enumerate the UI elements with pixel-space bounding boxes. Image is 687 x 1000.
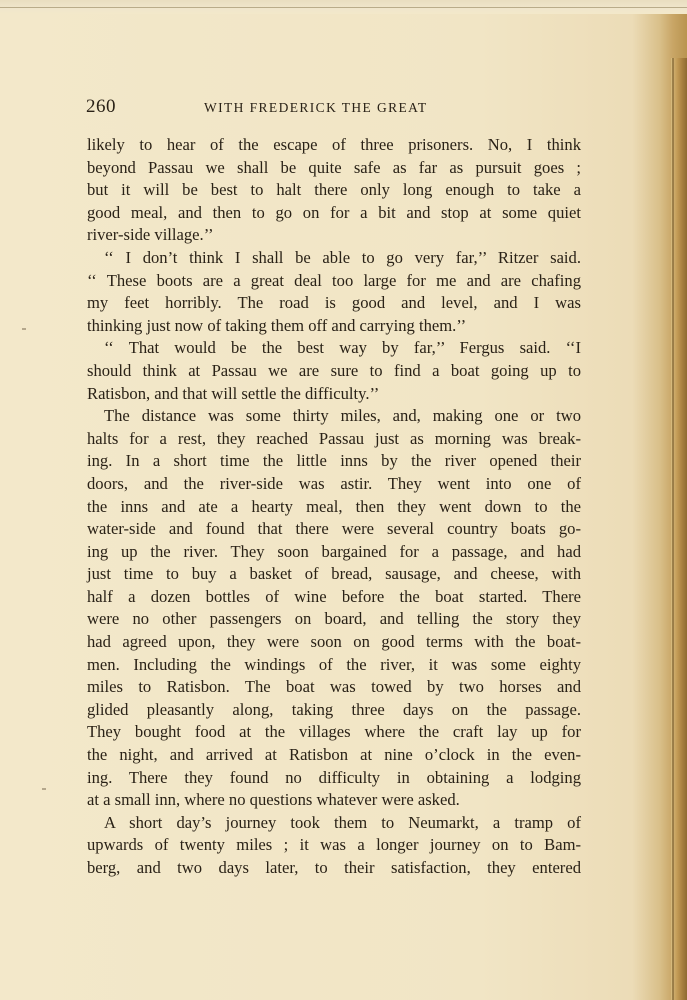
running-header: [86, 96, 582, 120]
text-line: ‘‘ That would be the best way by far,’’ Fergus said. ‘‘I: [104, 338, 581, 358]
body-text: [87, 134, 581, 880]
text-line: water-side and found that there were several country boats go-: [87, 519, 581, 539]
page-number: 260: [86, 96, 116, 117]
text-line: beyond Passau we shall be quite safe as far as pursuit goes ;: [87, 157, 581, 177]
text-line: river-side village.’’: [87, 225, 214, 245]
text-line: ing. In a short time the little inns by the river opened their: [87, 451, 581, 471]
text-line: my feet horribly. The road is good and level, and I was: [87, 293, 581, 313]
text-line: at a small inn, where no questions whatever were asked.: [87, 790, 460, 810]
text-line: the night, and arrived at Ratisbon at nine o’clock in the even-: [87, 745, 581, 765]
text-line: They bought food at the villages where the craft lay up for: [87, 722, 581, 742]
text-line: doors, and the river-side was astir. They went into one of: [87, 473, 581, 493]
margin-speck: [22, 328, 26, 330]
running-title: WITH FREDERICK THE GREAT: [204, 100, 428, 115]
text-line: thinking just now of taking them off and carrying them.’’: [87, 315, 467, 335]
text-line: ing. There they found no difficulty in obtaining a lodging: [87, 767, 581, 787]
text-line: the inns and ate a hearty meal, then they went down to the: [87, 496, 581, 516]
text-line: ‘‘ I don’t think I shall be able to go very far,’’ Ritzer said.: [104, 247, 581, 267]
spine-shadow: [672, 58, 674, 1000]
text-line: miles to Ratisbon. The boat was towed by two horses and: [87, 677, 581, 697]
text-line: glided pleasantly along, taking three days on the passage.: [87, 699, 581, 719]
text-line: were no other passengers on board, and telling the story they: [87, 609, 581, 629]
text-line: A short day’s journey took them to Neumarkt, a tramp of: [104, 812, 581, 832]
text-line: upwards of twenty miles ; it was a longer journey on to Bam-: [87, 835, 581, 855]
top-rule: [0, 7, 687, 8]
text-line: ‘‘ These boots are a great deal too large for me and are chafing: [87, 270, 581, 290]
text-line: good meal, and then to go on for a bit and stop at some quiet: [87, 202, 581, 222]
text-line: halts for a rest, they reached Passau just as morning was break-: [87, 428, 581, 448]
text-line: berg, and two days later, to their satisfaction, they entered: [87, 858, 581, 877]
text-line: ing up the river. They soon bargained for a passage, and had: [87, 541, 581, 561]
text-line: The distance was some thirty miles, and, making one or two: [104, 406, 581, 426]
text-line: should think at Passau we are sure to find a boat going up to: [87, 360, 581, 380]
text-line: but it will be best to halt there only long enough to take a: [87, 180, 581, 200]
text-line: men. Including the windings of the river, it was some eighty: [87, 654, 581, 674]
text-line: Ratisbon, and that will settle the difficulty.’’: [87, 383, 380, 403]
text-line: had agreed upon, they were soon on good terms with the boat-: [87, 632, 581, 652]
text-line: half a dozen bottles of wine before the boat started. There: [87, 586, 581, 606]
text-line: likely to hear of the escape of three prisoners. No, I think: [87, 135, 581, 154]
text-line: just time to buy a basket of bread, sausage, and cheese, with: [87, 564, 581, 584]
margin-speck: [42, 788, 46, 790]
